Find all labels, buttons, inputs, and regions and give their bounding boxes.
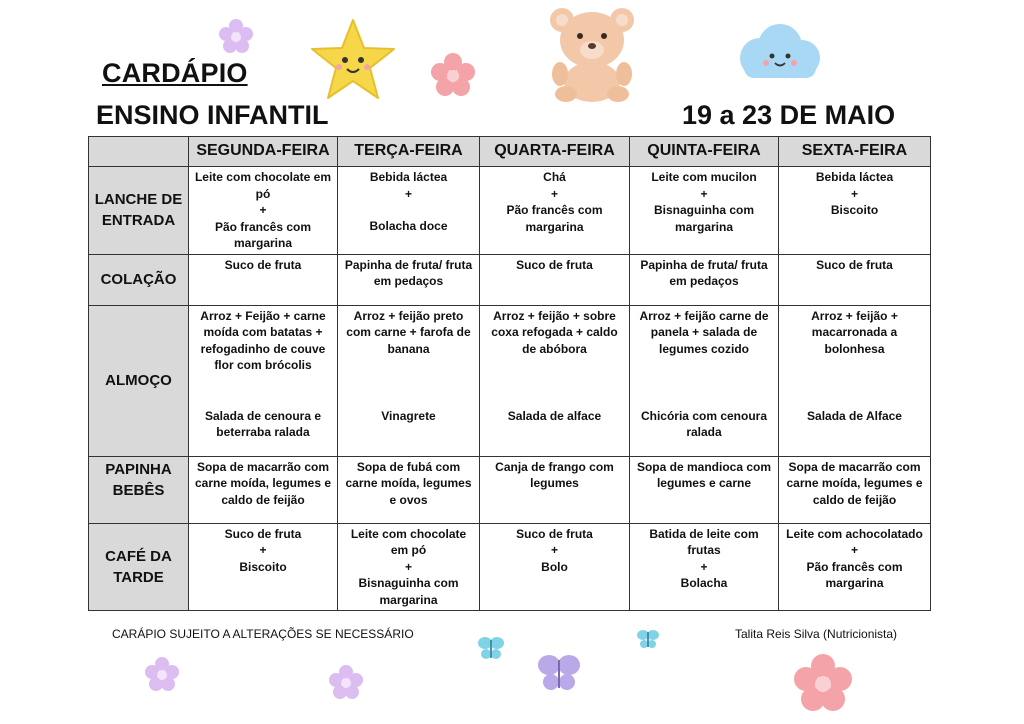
menu-cell: Sopa de mandioca com legumes e carne [630,456,779,523]
menu-cell: Suco de fruta [189,254,338,305]
date-range: 19 a 23 DE MAIO [682,100,896,130]
day-header: SEGUNDA-FEIRA [189,137,338,167]
flower-icon [218,18,254,54]
day-header: QUINTA-FEIRA [630,137,779,167]
menu-cell: Chá + Pão francês com margarina [480,167,630,255]
menu-cell: Arroz + feijão + sobre coxa refogada + caldo de abóbora Salada de alface [480,305,630,456]
meal-label: COLAÇÃO [89,254,189,305]
footer-note: CARÁPIO SUJEITO A ALTERAÇÕES SE NECESSÁRIO [112,627,414,641]
menu-cell: Sopa de macarrão com carne moída, legumes e caldo de feijão [189,456,338,523]
meal-label: CAFÉ DA TARDE [89,523,189,611]
day-header: SEXTA-FEIRA [779,137,931,167]
corner-cell [89,137,189,167]
butterfly-icon [476,634,506,662]
menu-cell: Bebida láctea + Biscoito [779,167,931,255]
meal-label: PAPINHA BEBÊS [89,456,189,523]
flower-icon [144,656,180,692]
menu-cell: Leite com chocolate em pó + Pão francês com margarina [189,167,338,255]
day-header: QUARTA-FEIRA [480,137,630,167]
menu-cell: Leite com achocolatado + Pão francês com margarina [779,523,931,611]
menu-cell: Bebida láctea + Bolacha doce [338,167,480,255]
footer-author: Talita Reis Silva (Nutricionista) [735,627,898,641]
star-icon [308,16,398,104]
day-header: TERÇA-FEIRA [338,137,480,167]
butterfly-icon [536,652,582,694]
menu-cell: Sopa de fubá com carne moída, legumes e ovos [338,456,480,523]
menu-cell: Suco de fruta + Biscoito [189,523,338,611]
meal-label: LANCHE DE ENTRADA [89,167,189,255]
menu-cell: Arroz + feijão carne de panela + salada de legumes cozido Chicória com cenoura ralada [630,305,779,456]
page-subtitle: ENSINO INFANTIL [96,100,329,130]
flower-icon [430,52,476,98]
menu-cell: Arroz + feijão preto com carne + farofa de banana Vinagrete [338,305,480,456]
menu-cell: Papinha de fruta/ fruta em pedaços [630,254,779,305]
meal-label: ALMOÇO [89,305,189,456]
table-row [89,523,931,611]
menu-cell: Leite com mucilon + Bisnaguinha com margarina [630,167,779,255]
table-row [89,456,931,523]
menu-cell: Canja de frango com legumes [480,456,630,523]
table-row [89,305,931,456]
page-title: CARDÁPIO [102,58,248,88]
menu-cell: Suco de fruta [779,254,931,305]
menu-cell: Papinha de fruta/ fruta em pedaços [338,254,480,305]
flower-icon [794,654,852,712]
cloud-icon [730,18,826,88]
menu-cell: Leite com chocolate em pó + Bisnaguinha com margarina [338,523,480,611]
menu-cell: Batida de leite com frutas + Bolacha [630,523,779,611]
table-header-row [89,137,931,167]
menu-cell: Sopa de macarrão com carne moída, legumes e caldo de feijão [779,456,931,523]
teddy-bear-icon [544,4,640,104]
table-row [89,254,931,305]
menu-table [88,136,931,611]
menu-cell: Arroz + feijão + macarronada a bolonhesa Salada de Alface [779,305,931,456]
flower-icon [328,664,364,700]
table-row [89,167,931,255]
butterfly-icon [636,628,660,650]
menu-cell: Arroz + Feijão + carne moída com batatas + refogadinho de couve flor com brócolis Salada de cenoura e beterraba ralada [189,305,338,456]
menu-cell: Suco de fruta + Bolo [480,523,630,611]
menu-cell: Suco de fruta [480,254,630,305]
